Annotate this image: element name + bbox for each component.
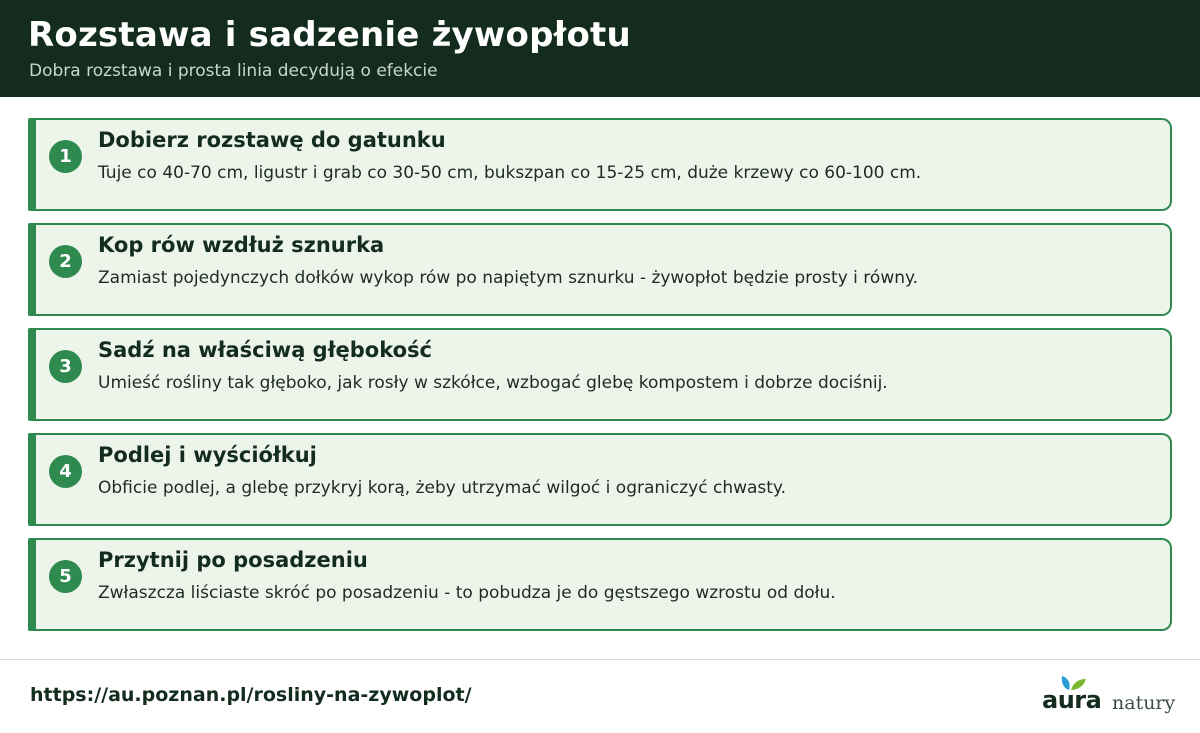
step-card-1 xyxy=(28,118,1172,211)
logo-wordmark: aura xyxy=(1042,686,1102,714)
step-number-badge: 2 xyxy=(49,245,82,278)
step-number-badge: 3 xyxy=(49,350,82,383)
step-description: Obficie podlej, a glebę przykryj korą, żeby utrzymać wilgoć i ograniczyć chwasty. xyxy=(98,478,786,498)
step-card-3 xyxy=(28,328,1172,421)
step-title: Dobierz rozstawę do gatunku xyxy=(98,128,446,152)
step-description: Umieść rośliny tak głęboko, jak rosły w szkółce, wzbogać glebę kompostem i dobrze dociśnij. xyxy=(98,373,888,393)
step-title: Sadź na właściwą głębokość xyxy=(98,338,432,362)
footer-divider xyxy=(0,659,1200,660)
step-number-badge: 5 xyxy=(49,560,82,593)
step-card-4 xyxy=(28,433,1172,526)
step-card-5 xyxy=(28,538,1172,631)
step-title: Kop rów wzdłuż sznurka xyxy=(98,233,385,257)
page-subtitle: Dobra rozstawa i prosta linia decydują o efekcie xyxy=(29,61,438,81)
step-card-2 xyxy=(28,223,1172,316)
step-description: Zamiast pojedynczych dołków wykop rów po napiętym sznurku - żywopłot będzie prosty i równy. xyxy=(98,268,919,288)
header-banner xyxy=(0,0,1200,97)
step-title: Podlej i wyściółkuj xyxy=(98,443,317,467)
steps-list xyxy=(28,118,1172,643)
logo-subtext: natury xyxy=(1112,692,1176,714)
source-link[interactable]: https://au.poznan.pl/rosliny-na-zywoplot/ xyxy=(30,684,472,706)
step-number-badge: 4 xyxy=(49,455,82,488)
aura-natury-logo xyxy=(1040,674,1175,720)
step-description: Tuje co 40-70 cm, ligustr i grab co 30-50 cm, bukszpan co 15-25 cm, duże krzewy co 60-100 cm. xyxy=(98,163,922,183)
step-description: Zwłaszcza liściaste skróć po posadzeniu - to pobudza je do gęstszego wzrostu od dołu. xyxy=(98,583,836,603)
page-title: Rozstawa i sadzenie żywopłotu xyxy=(28,15,631,55)
step-number-badge: 1 xyxy=(49,140,82,173)
step-title: Przytnij po posadzeniu xyxy=(98,548,368,572)
